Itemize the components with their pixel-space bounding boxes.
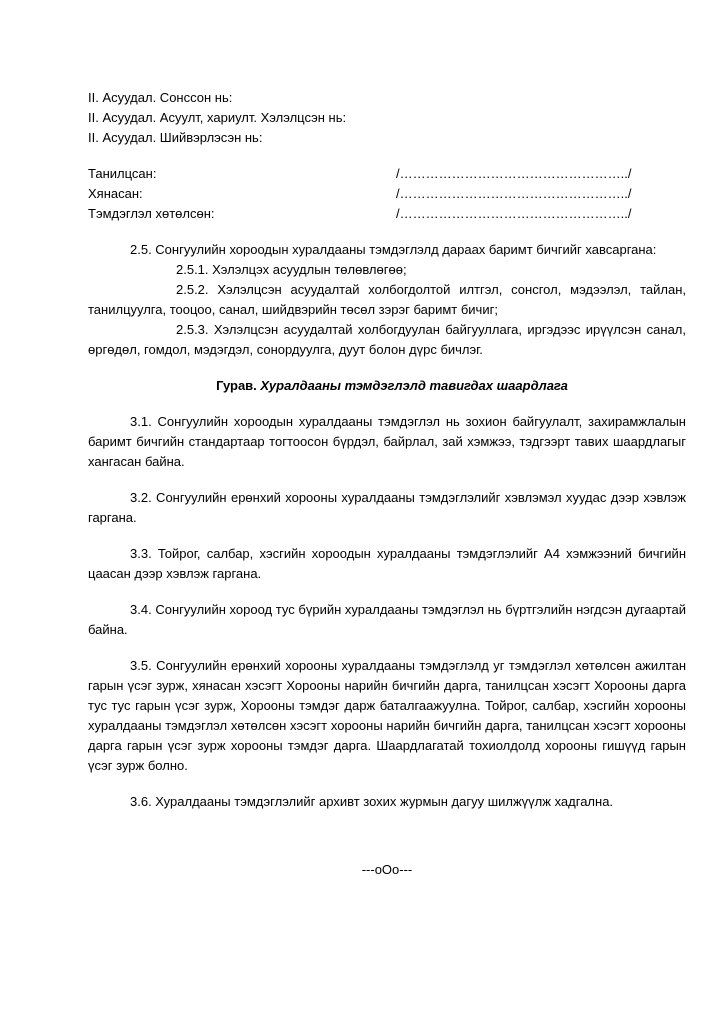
signature-row-recorder: [88, 204, 686, 224]
paragraph-2-5: 2.5. Сонгуулийн хороодын хуралдааны тэмдэглэлд дараах баримт бичгийг хавсаргана:: [130, 242, 657, 257]
paragraph-3-1: 3.1. Сонгуулийн хороодын хуралдааны тэмдэглэл нь зохион байгуулалт, захирамжлалын баримт бичгийн стандартаар тогтоосон бүрдэл, байрлал, зай хэмжээ, тэдгээрт тавих шаардлагыг хангасан байна.: [88, 414, 686, 469]
paragraph-3-4: 3.4. Сонгуулийн хороод тус бүрийн хуралдааны тэмдэглэл нь бүртгэлийн нэгдсэн дугаартай байна.: [88, 602, 686, 637]
signature-row-acquainted: [88, 164, 686, 184]
signature-line: /……………………………………………../: [396, 186, 632, 201]
signature-line: /……………………………………………../: [396, 166, 632, 181]
header-line-3: II. Асуудал. Шийвэрлэсэн нь:: [88, 130, 263, 145]
signature-row-reviewed: [88, 184, 686, 204]
section-heading-number: Гурав.: [216, 378, 257, 393]
paragraph-3-6: 3.6. Хуралдааны тэмдэглэлийг архивт зохих журмын дагуу шилжүүлж хадгална.: [130, 794, 614, 809]
document-end-mark: ---oOo---: [361, 862, 413, 877]
paragraph-2-5-2: 2.5.2. Хэлэлцсэн асуудалтай холбогдолтой илтгэл, сонсгол, мэдээлэл, тайлан, танилцуулга, тооцоо, санал, шийдвэрийн төсөл зэрэг баримт бичиг;: [88, 282, 686, 317]
paragraph-3-3: 3.3. Тойрог, салбар, хэсгийн хороодын хуралдааны тэмдэглэлийг А4 хэмжээний бичгийн цаасан дээр хэвлэж гаргана.: [88, 546, 686, 581]
document-page: [88, 88, 686, 880]
header-line-2: II. Асуудал. Асуулт, хариулт. Хэлэлцсэн нь:: [88, 110, 347, 125]
paragraph-3-2: 3.2. Сонгуулийн ерөнхий хорооны хуралдааны тэмдэглэлийг хэвлэмэл хуудас дээр хэвлэж гаргана.: [88, 490, 686, 525]
section-heading-title: Хуралдааны тэмдэглэлд тавигдах шаардлага: [260, 378, 568, 393]
paragraph-3-5: 3.5. Сонгуулийн ерөнхий хорооны хуралдааны тэмдэглэлд уг тэмдэглэл хөтөлсөн ажилтан гарын үсэг зурж, хянасан хэсэгт Хорооны нарийн бичгийн дарга, танилцсан хэсэгт Хорооны дарга тус тус гарын үсэг зурж, Хорооны тэмдэг дарж баталгаажуулна. Тойрог, салбар, хэсгийн хорооны хуралдааны тэмдэглэл хөтөлсөн хэсэгт хорооны нарийн бичгийн дарга, танилцсан хэсэгт хорооны дарга гарын үсэг зурж хорооны тэмдэг дарга. Шаардлагатай тохиолдолд хорооны гишүүд гарын үсэг зурж болно.: [88, 658, 686, 773]
section-heading: [88, 376, 686, 396]
paragraph-2-5-3: 2.5.3. Хэлэлцсэн асуудалтай холбогдуулан байгууллага, иргэдээс ирүүлсэн санал, өргөдөл, гомдол, мэдэгдэл, сонордуулга, дуут болон дүрс бичлэг.: [88, 322, 686, 357]
signature-label: Хянасан:: [88, 186, 143, 201]
header-line-1: II. Асуудал. Сонссон нь:: [88, 90, 233, 105]
signature-line: /……………………………………………../: [396, 206, 632, 221]
paragraph-2-5-1: 2.5.1. Хэлэлцэх асуудлын төлөвлөгөө;: [176, 262, 407, 277]
signature-label: Танилцсан:: [88, 166, 157, 181]
signature-label: Тэмдэглэл хөтөлсөн:: [88, 206, 215, 221]
